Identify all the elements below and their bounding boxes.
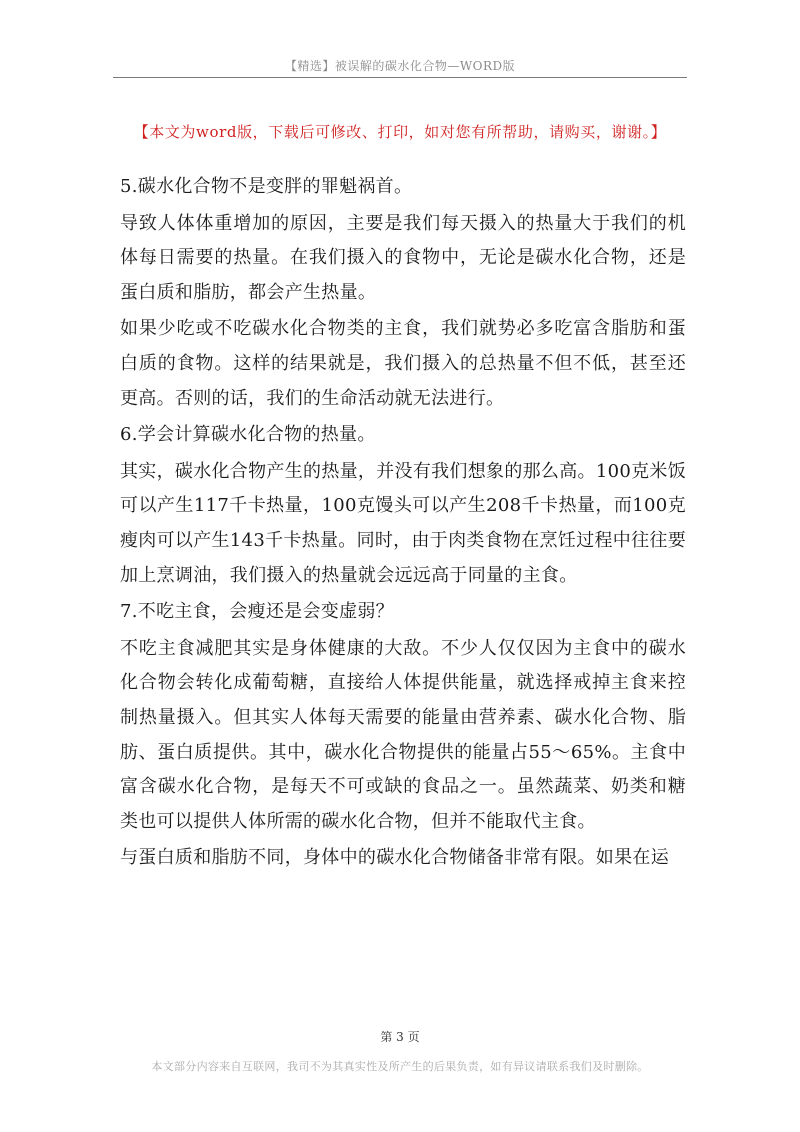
- header-title: 【精选】被误解的碳水化合物—WORD版: [284, 59, 516, 73]
- paragraph: 其实，碳水化合物产生的热量，并没有我们想象的那么高。100克米饭可以产生117千卡热量，100克馒头可以产生208千卡热量，而100克瘦肉可以产生143千卡热量。同时，由于肉类食物在烹饪过程中往往要加上烹调油，我们摄入的热量就会远远高于同量的主食。: [120, 460, 686, 586]
- paragraph: 与蛋白质和脂肪不同，身体中的碳水化合物储备非常有限。如果在运: [120, 847, 669, 869]
- footer-disclaimer: 本文部分内容来自互联网，我司不为其真实性及所产生的后果负责，如有异议请联系我们及时删除。: [151, 1060, 649, 1073]
- section-heading-5: 5.碳水化合物不是变胖的罪魁祸首。: [120, 176, 413, 197]
- document-body: [120, 170, 686, 878]
- download-notice: 【本文为word版，下载后可修改、打印，如对您有所帮助，请购买，谢谢。】: [133, 123, 667, 141]
- paragraph: 不吃主食减肥其实是身体健康的大敌。不少人仅仅因为主食中的碳水化合物会转化成葡萄糖，直接给人体提供能量，就选择戒掉主食来控制热量摄入。但其实人体每天需要的能量由营养素、碳水化合物、脂肪、蛋白质提供。其中，碳水化合物提供的能量占55～65%。主食中富含碳水化合物，是每天不可或缺的食品之一。虽然蔬菜、奶类和糖类也可以提供人体所需的碳水化合物，但并不能取代主食。: [120, 637, 686, 832]
- page-number: 第 3 页: [380, 1030, 420, 1044]
- section-heading-7: 7.不吃主食，会瘦还是会变虚弱？: [120, 601, 394, 623]
- header-divider: [113, 77, 687, 78]
- paragraph: 如果少吃或不吃碳水化合物类的主食，我们就势必多吃富含脂肪和蛋白质的食物。这样的结果就是，我们摄入的总热量不但不低，甚至还更高。否则的话，我们的生命活动就无法进行。: [120, 318, 686, 409]
- section-heading-6: 6.学会计算碳水化合物的热量。: [120, 424, 376, 446]
- paragraph: 导致人体体重增加的原因，主要是我们每天摄入的热量大于我们的机体每日需要的热量。在我们摄入的食物中，无论是碳水化合物，还是蛋白质和脂肪，都会产生热量。: [120, 212, 686, 303]
